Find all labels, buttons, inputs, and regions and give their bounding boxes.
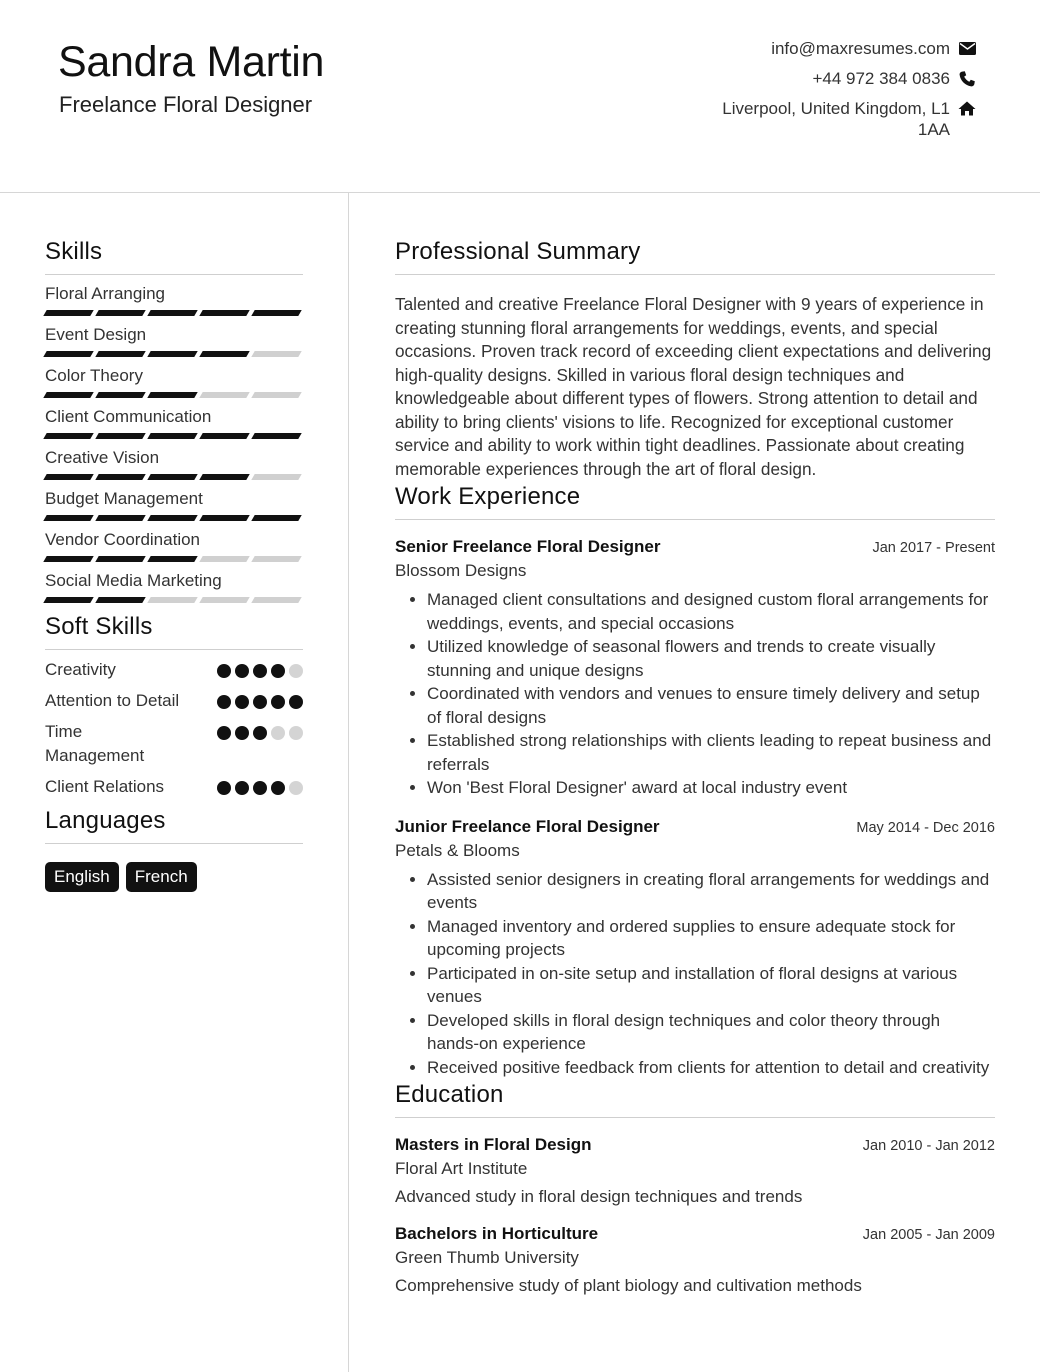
- rating-dot: [271, 664, 285, 678]
- skill-level-segment: [199, 556, 249, 562]
- rating-dot: [217, 664, 231, 678]
- languages-list: [45, 862, 303, 892]
- phone-text[interactable]: +44 972 384 0836: [812, 69, 950, 88]
- education-description: Comprehensive study of plant biology and cultivation methods: [395, 1276, 862, 1295]
- job-bullet: • Assisted senior designers in creating floral arrangements for weddings and events: [427, 868, 995, 915]
- rating-dot: [217, 695, 231, 709]
- job-company: Petals & Blooms: [395, 840, 520, 860]
- job-title: Senior Freelance Floral Designer: [395, 537, 661, 556]
- phone-icon: [958, 68, 976, 89]
- skill-level-segment: [147, 474, 197, 480]
- skill-level-segment: [251, 556, 301, 562]
- job-bullet: • Won 'Best Floral Designer' award at local industry event: [427, 776, 995, 800]
- job-entry: [395, 537, 995, 800]
- language-tag: French: [126, 862, 197, 892]
- summary-text: Talented and creative Freelance Floral Designer with 9 years of experience in creating stunning floral arrangements for weddings, events, and special occasions. Proven track record of exceeding client expectations and delivering high-quality designs. Skilled in various floral design techniques and knowledgeable about different types of flowers. Strong attention to detail and ability to bring clients' visions to life. Recognized for exceptional customer service and ability to work within tight deadlines. Passionate about creating memorable experiences through the art of floral design.: [395, 294, 992, 479]
- skill-level-segment: [43, 474, 93, 480]
- skill-level-segment: [199, 515, 249, 521]
- skill-level-segment: [95, 310, 145, 316]
- rating-dot: [253, 726, 267, 740]
- job-bullet: • Utilized knowledge of seasonal flowers and trends to create visually stunning and unique designs: [427, 635, 995, 682]
- skill-level-segment: [251, 597, 301, 603]
- skill-level-bar: [45, 351, 303, 357]
- skill-level-segment: [95, 474, 145, 480]
- job-bullet: • Received positive feedback from clients for attention to detail and creativity: [427, 1056, 995, 1080]
- skill-item: [45, 570, 303, 603]
- school-name: Floral Art Institute: [395, 1159, 528, 1178]
- skill-item: [45, 324, 303, 357]
- rating-dot: [235, 781, 249, 795]
- education-date: Jan 2005 - Jan 2009: [862, 1227, 995, 1243]
- degree-title: Bachelors in Horticulture: [395, 1224, 599, 1243]
- experience-section: [395, 483, 995, 1079]
- skill-level-segment: [147, 556, 197, 562]
- skill-name: Vendor Coordination: [45, 530, 201, 549]
- skill-level-segment: [251, 515, 301, 521]
- skill-level-segment: [147, 515, 197, 521]
- rating-dot: [289, 781, 303, 795]
- job-bullet: • Developed skills in floral design techniques and color theory through hands-on experience: [427, 1009, 995, 1056]
- language-tag: English: [45, 862, 119, 892]
- rating-dot: [289, 695, 303, 709]
- school-name: Green Thumb University: [395, 1248, 579, 1267]
- contact-address: [646, 98, 976, 140]
- degree-title: Masters in Floral Design: [395, 1135, 592, 1154]
- soft-skills-list: [45, 658, 303, 799]
- skill-level-segment: [251, 433, 301, 439]
- soft-skill-item: [45, 689, 303, 713]
- languages-heading: Languages: [45, 807, 303, 844]
- skill-level-segment: [251, 310, 301, 316]
- rating-dot: [217, 726, 231, 740]
- skill-level-segment: [43, 515, 93, 521]
- skill-level-segment: [199, 310, 249, 316]
- summary-section: [395, 238, 995, 481]
- skill-level-segment: [147, 351, 197, 357]
- resume-header: [0, 0, 1040, 193]
- left-column: [45, 238, 303, 892]
- skill-level-segment: [199, 433, 249, 439]
- rating-dot: [253, 664, 267, 678]
- education-heading: Education: [395, 1081, 995, 1118]
- soft-skill-name: Attention to Detail: [45, 691, 180, 710]
- skill-item: [45, 529, 303, 562]
- skill-item: [45, 283, 303, 316]
- job-company: Blossom Designs: [395, 561, 527, 580]
- job-bullet: • Coordinated with vendors and venues to ensure timely delivery and setup of floral designs: [427, 682, 995, 729]
- skill-level-segment: [251, 474, 301, 480]
- skill-level-segment: [147, 392, 197, 398]
- skill-level-segment: [251, 351, 301, 357]
- soft-skill-rating: [217, 726, 303, 740]
- job-bullets: [395, 588, 995, 800]
- skill-level-bar: [45, 392, 303, 398]
- skill-level-segment: [43, 556, 93, 562]
- skill-level-segment: [43, 392, 93, 398]
- rating-dot: [217, 781, 231, 795]
- skill-level-segment: [43, 310, 93, 316]
- skill-level-segment: [199, 597, 249, 603]
- rating-dot: [235, 695, 249, 709]
- job-bullet: • Established strong relationships with clients leading to repeat business and referrals: [427, 729, 995, 776]
- education-section: [395, 1081, 995, 1296]
- soft-skill-item: [45, 775, 303, 799]
- summary-heading: Professional Summary: [395, 238, 995, 275]
- soft-skill-rating: [217, 781, 303, 795]
- soft-skill-name: Client Relations: [45, 777, 165, 796]
- candidate-name: Sandra Martin: [58, 38, 325, 86]
- skill-level-bar: [45, 474, 303, 480]
- skill-item: [45, 488, 303, 521]
- skill-level-segment: [147, 310, 197, 316]
- skill-level-segment: [199, 392, 249, 398]
- job-header: [395, 537, 995, 557]
- skill-level-segment: [95, 351, 145, 357]
- skill-item: [45, 447, 303, 480]
- skill-level-segment: [95, 515, 145, 521]
- job-bullet: • Participated in on-site setup and installation of floral designs at various venues: [427, 962, 995, 1009]
- skill-level-segment: [95, 556, 145, 562]
- column-divider: [348, 193, 349, 1372]
- rating-dot: [271, 695, 285, 709]
- skill-level-bar: [45, 433, 303, 439]
- rating-dot: [289, 664, 303, 678]
- job-header: [395, 817, 995, 837]
- languages-section: [45, 807, 303, 892]
- education-entry: [395, 1135, 995, 1207]
- job-bullet: • Managed inventory and ordered supplies to ensure adequate stock for upcoming projects: [427, 915, 995, 962]
- skill-name: Color Theory: [45, 366, 143, 385]
- skills-list: [45, 283, 303, 603]
- contact-info: [646, 38, 976, 149]
- education-header: [395, 1224, 995, 1244]
- education-header: [395, 1135, 995, 1155]
- skill-name: Budget Management: [45, 489, 203, 508]
- skill-level-segment: [95, 433, 145, 439]
- skill-level-bar: [45, 310, 303, 316]
- skill-level-bar: [45, 597, 303, 603]
- email-text[interactable]: info@maxresumes.com: [771, 39, 950, 58]
- soft-skill-name: Creativity: [45, 660, 116, 679]
- rating-dot: [271, 781, 285, 795]
- skill-level-segment: [95, 392, 145, 398]
- rating-dot: [253, 781, 267, 795]
- skill-level-segment: [43, 597, 93, 603]
- skill-name: Floral Arranging: [45, 284, 166, 303]
- education-entry: [395, 1224, 995, 1296]
- rating-dot: [253, 695, 267, 709]
- jobs-list: [395, 537, 995, 1079]
- soft-skill-item: [45, 720, 303, 768]
- skill-level-bar: [45, 556, 303, 562]
- contact-phone: [646, 68, 976, 89]
- home-icon: [958, 98, 976, 119]
- soft-skills-heading: Soft Skills: [45, 613, 303, 650]
- soft-skill-rating: [217, 695, 303, 709]
- education-list: [395, 1135, 995, 1296]
- soft-skills-section: [45, 613, 303, 799]
- skill-name: Social Media Marketing: [45, 571, 222, 590]
- education-description: Advanced study in floral design techniques and trends: [395, 1187, 803, 1206]
- skill-level-segment: [251, 392, 301, 398]
- contact-email: [646, 38, 976, 59]
- rating-dot: [235, 664, 249, 678]
- skill-level-segment: [147, 433, 197, 439]
- skill-item: [45, 406, 303, 439]
- soft-skill-rating: [217, 664, 303, 678]
- job-bullets: [395, 868, 995, 1080]
- address-text: Liverpool, United Kingdom, L1 1AA: [722, 99, 950, 139]
- skills-section: [45, 238, 303, 603]
- soft-skill-item: [45, 658, 303, 682]
- job-title: Junior Freelance Floral Designer: [395, 816, 660, 836]
- rating-dot: [235, 726, 249, 740]
- skill-level-bar: [45, 515, 303, 521]
- skill-level-segment: [43, 351, 93, 357]
- envelope-icon: [958, 38, 976, 59]
- experience-heading: Work Experience: [395, 483, 995, 520]
- skill-level-segment: [147, 597, 197, 603]
- job-date: Jan 2017 - Present: [872, 540, 995, 556]
- job-entry: [395, 817, 995, 1080]
- skill-level-segment: [199, 351, 249, 357]
- skill-level-segment: [95, 597, 145, 603]
- education-date: Jan 2010 - Jan 2012: [862, 1138, 995, 1154]
- rating-dot: [271, 726, 285, 740]
- rating-dot: [289, 726, 303, 740]
- skill-level-segment: [43, 433, 93, 439]
- skill-name: Event Design: [45, 325, 147, 344]
- skills-heading: Skills: [45, 238, 303, 275]
- job-bullet: • Managed client consultations and designed custom floral arrangements for weddings, events, and special occasions: [427, 588, 995, 635]
- candidate-title: Freelance Floral Designer: [59, 92, 313, 117]
- job-date: May 2014 - Dec 2016: [856, 819, 995, 836]
- skill-name: Creative Vision: [45, 448, 160, 467]
- skill-level-segment: [199, 474, 249, 480]
- soft-skill-name: Time Management: [45, 722, 145, 765]
- skill-item: [45, 365, 303, 398]
- skill-name: Client Communication: [45, 407, 212, 426]
- right-column: [395, 238, 995, 1296]
